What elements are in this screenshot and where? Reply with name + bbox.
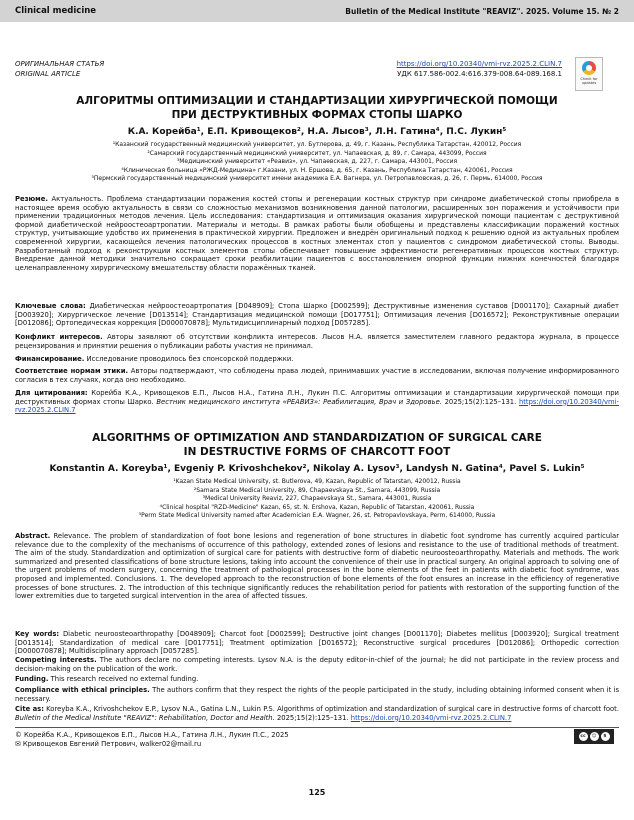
check-for-updates-badge[interactable] [575,57,603,91]
conflict-ru-label: Конфликт интересов. [15,333,103,341]
affiliation-en: ³Medical University Reaviz, 227, Chapaevskaya St., Samara, 443001, Russia [202,495,432,502]
citation-ru-journal: Вестник медицинского института «РЕАВИЗ»: Реабилитация, Врач и Здоровье. [156,397,442,406]
nc-icon: $ [601,732,610,741]
affiliation-en: ¹Kazan State Medical University, st. Butlerova, 49, Kazan, Republic of Tatarstan, 420012, Russia [173,478,461,485]
ethics-ru-label: Соответствие нормам этики. [15,367,129,375]
funding-en-label: Funding. [15,675,49,683]
corresponding-author: ✉ Кривощеков Евгений Петрович, walker02@mail.ru [15,740,202,748]
title-ru [40,94,594,122]
competing-en-label: Competing interests. [15,656,97,664]
article-type-en: ORIGINAL ARTICLE [15,70,81,78]
funding-ru [15,355,619,364]
ethics-ru [15,367,619,384]
udc-code: УДК 617.586-002.4:616.379-008.64-089.168.1 [397,70,562,78]
citation-ru-label: Для цитирования: [15,389,88,397]
affiliation-en: ⁴Clinical hospital "RZD-Medicine" Kazan, 65, st. N. Ershova, Kazan, Republic of Tatarstan, 420061, Russia [159,503,475,511]
abstract-ru-label: Резюме. [15,195,48,203]
keywords-ru-label: Ключевые слова: [15,302,86,310]
funding-ru-label: Финансирование. [15,355,85,363]
cc-icon: cc [580,734,586,739]
affiliations-ru [30,141,604,184]
funding-en-text: This research received no external funding. [50,675,199,683]
crossmark-icon [582,61,596,75]
authors-ru: К.А. Корейба¹, Е.П. Кривощеков², Н.А. Лысов³, Л.Н. Гатина⁴, П.С. Лукин⁵ [127,127,507,137]
article-type [15,59,104,79]
footer-divider [15,727,619,728]
article-type-ru: ОРИГИНАЛЬНАЯ СТАТЬЯ [15,60,105,68]
funding-ru-text: Исследование проводилось без спонсорской поддержки. [86,355,294,363]
keywords-en [15,630,619,656]
footer-notes [15,731,619,749]
ethics-en [15,686,619,703]
by-icon: ☺ [590,732,599,741]
citation-ru-text: Корейба К.А., Кривощеков Е.П., Лысов Н.А., Гатина Л.Н., Лукин П.С. Алгоритмы оптимизации и стандартизации хирургической помощи при деструктивных формах стопы Шарко. [15,389,619,406]
authors-en: Konstantin A. Koreyba¹, Evgeniy P. Krivoshchekov², Nikolay A. Lysov³, Landysh N. Gatina⁴, Pavel S. Lukin⁵ [49,464,585,474]
competing-en [15,656,619,673]
check-for-updates-label: Check for updates [580,77,598,85]
citation-en-doi-link[interactable]: https://doi.org/10.20340/vmi-rvz.2025.2.CLIN.7 [350,713,512,722]
citation-en [15,705,619,722]
keywords-en-label: Key words: [15,630,60,638]
title-en-line1: ALGORITHMS OF OPTIMIZATION AND STANDARDIZATION OF SURGICAL CARE [92,432,542,444]
funding-en [15,675,619,684]
keywords-ru [15,302,619,328]
keywords-ru-text: Диабетическая нейроостеоартропатия [D048909]; Стопа Шарко [D002599]; Деструктивные изменения суставов [D001170]; Сахарный диабет [D003920]; Хирургическое лечение [D013514]; Стандартизация медицинской помощи [D017751]; Оптимизация лечения [D016572]; Реконструктивные операции [D012086]; Ортопедическая коррекция [D000070878]; Мультидисциплинарный подход [D057285]. [15,302,619,328]
title-en [40,431,594,459]
running-header [0,0,634,22]
title-ru-line2: ПРИ ДЕСТРУКТИВНЫХ ФОРМАХ СТОПЫ ШАРКО [171,109,463,121]
affiliation-ru: ²Самарский государственный медицинский университет, ул. Чапаевская, д. 89, г. Самара, 443099, Россия [147,149,487,157]
affiliation-ru: ¹Казанский государственный медицинский университет, ул. Бутлерова, д. 49, г. Казань, Республика Татарстан, 420012, Россия [112,141,522,148]
citation-en-journal: Bulletin of the Medical Institute "REAVIZ": Rehabilitation, Doctor and Health. [15,713,275,722]
affiliation-ru: ⁴Клиническая больница «РЖД-Медицина» г.Казани, ул. Н. Ершова, д. 65, г. Казань, Республика Татарстан, 420061, Россия [121,166,513,174]
keywords-en-text: Diabetic neuroosteoarthropathy [D048909]; Charcot foot [D002599]; Destructive joint changes [D001170]; Diabetes mellitus [D003920]; Surgical treatment [D013514]; Standardization of medical care [D017751]; Treatment optimization [D016572]; Reconstructive surgical procedures [D012086]; Orthopedic correction [D000070878]; Multidisciplinary approach [D057285]. [15,630,619,656]
competing-en-text: The authors declare no competing interests. Lysov N.A. is the deputy editor-in-chief of the journal; he did not participate in the review process and decision-making on the publication of the work. [15,656,620,673]
citation-ru [15,389,619,415]
affiliation-ru: ³Медицинский университет «Реавиз», ул. Чапаевская, д. 227, г. Самара, 443001, Россия [176,158,458,165]
journal-issue: Bulletin of the Medical Institute "REAVIZ". 2025. Volume 15. № 2 [345,6,619,16]
ethics-en-text: The authors confirm that they respect the rights of the people participated in the study, including obtaining informed consent when it is necessary. [15,686,619,703]
affiliation-ru: ⁵Пермский государственный медицинский университет имени академика Е.А. Вагнера, ул. Петропавловская, д. 26, г. Пермь, 614000, Россия [91,175,543,182]
conflict-ru [15,333,619,350]
abstract-en-text: Relevance. The problem of standardization of foot bone lesions and regeneration of bone structures in diabetic foot syndrome has currently acquired particular relevance due to the complexity of the mechanisms of occurrence of this pathology, extended zones of lesions and resistance to the use of traditional methods of treatment. The aim of the study. Standardization and optimization of surgical care for patients with destructive form of diabetic neuroosteoarthropathy. Materials and methods. The work summarized and presented classifications of bone structure lesions, taking into account the convenience of their use in practical surgery. An original approach to solving one of the urgent problems of modern surgery, concerning the treatment of pathological processes in the bone elements of the feet in patients with diabetic foot syndrome, was proposed and implemented. Conclusions. 1. The developed approach to the reconstruction of bone elements of the foot ensures an increase in the efficiency of regenerative processes of bone structures. 2. The introduction of this technique significantly reduces the rehabilitation period for patients with restoration of the supporting function of the lower extremities due to targeted surgical intervention in the area of affected tissues. [15,532,619,601]
abstract-en [15,532,619,601]
abstract-ru [15,195,619,272]
title-en-line2: IN DESTRUCTIVE FORMS OF CHARCOTT FOOT [183,446,451,458]
page-number: 125 [308,788,326,797]
affiliation-en: ²Samara State Medical University, 89, Chapaevskaya St., Samara, 443099, Russia [193,486,441,494]
affiliations-en [30,478,604,521]
cc-license-badge[interactable] [574,729,614,744]
ethics-ru-text: Авторы подтверждают, что соблюдены права людей, принимавших участие в исследовании, включая получение информированного согласия в тех случаях, когда оно необходимо. [15,367,620,384]
citation-en-label: Cite as: [15,705,44,713]
citation-en-text: Koreyba K.A., Krivoshchekov E.P., Lysov N.A., Gatina L.N., Lukin P.S. Algorithms of optimization and standardization of surgical care in destructive forms of charcott foot. [46,705,619,713]
citation-ru-tail: 2025;15(2):125–131. [444,397,517,406]
conflict-ru-text: Авторы заявляют об отсутствии конфликта интересов. Лысов Н.А. является заместителем главного редактора журнала, в процессе рецензирования и принятии решения о публикации работы участия не принимал. [15,333,619,350]
doi-link[interactable]: https://doi.org/10.20340/vmi-rvz.2025.2.CLIN.7 [396,60,562,68]
citation-ru-doi-link[interactable]: https://doi.org/10.20340/vmi-rvz.2025.2.CLIN.7 [15,397,619,415]
citation-en-tail: 2025;15(2):125–131. [276,713,349,722]
abstract-ru-text: Актуальность. Проблема стандартизации поражения костей стопы и регенерации костных структур при синдроме диабетической стопы приобрела в настоящее время особую актуальность в связи со сложностью механизмов возникновения данной патологии, расширенных зон поражения и устойчивости при применении традиционных методов лечения. Цель исследования: стандартизация и оптимизация оказания хирургической помощи пациентам с деструктивной формой диабетической нейроостеоартропатии. Материалы и методы. В рамках работы были обобщены и представлены классификации поражений костных структур, учитывающие удобство их применения в практической хирургии. Предложен и внедрён оригинальный подход к решению одной из актуальных проблем современной хирургии, касающейся лечения патологических процессов в костных элементах стоп у пациентов с синдромом диабетической стопы. Выводы. Разработанный подход к реконструкции костных элементов стопы обеспечивает повышение эффективности регенеративных процессов костных структур. Внедрение данной методики значительно сокращает сроки реабилитации пациентов с восстановлением опорной функции нижних конечностей благодаря целенаправленному хирургическому вмешательству области поражённых тканей. [15,195,619,272]
ethics-en-label: Compliance with ethical principles. [15,686,150,694]
abstract-en-label: Abstract. [15,532,51,540]
article-ids [397,59,562,79]
copyright: © Корейба К.А., Кривощеков Е.П., Лысов Н.А., Гатина Л.Н., Лукин П.С., 2025 [15,731,289,739]
title-ru-line1: АЛГОРИТМЫ ОПТИМИЗАЦИИ И СТАНДАРТИЗАЦИИ ХИРУРГИЧЕСКОЙ ПОМОЩИ [76,95,558,107]
affiliation-en: ⁵Perm State Medical University named after Academician E.A. Wagner, 26, st. Petropavlovskaya, Perm, 614000, Russia [138,512,496,519]
section-name: Clinical medicine [15,6,97,16]
